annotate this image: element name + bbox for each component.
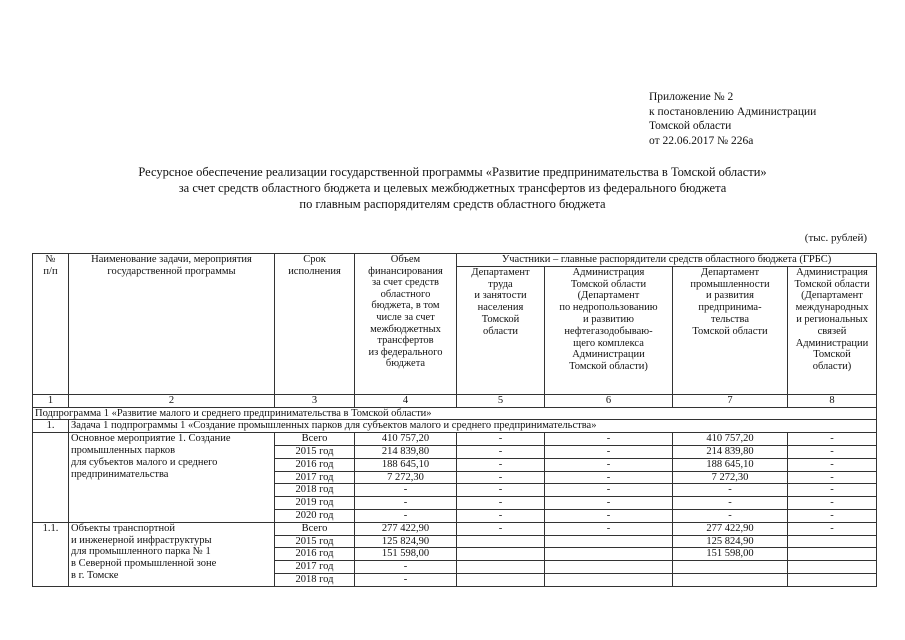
volume-cell: - [355,573,457,586]
admin-intl-cell [788,535,877,548]
col-number: 2 [69,394,275,407]
admin-intl-cell: - [788,497,877,510]
header-term: Срок исполнения [275,254,355,395]
activity-name: Основное мероприятие 1. Создание промышленных парков для субъектов малого и среднего предпринимательства [69,433,275,523]
admin-intl-cell [788,548,877,561]
header-dept-labor: Департамент труда и занятости населения Томской области [457,266,545,394]
task-text: Задача 1 подпрограммы 1 «Создание промышленных парков для субъектов малого и среднего предпринимательства» [69,420,877,433]
dept-labor-cell [457,561,545,574]
units-label: (тыс. рублей) [804,232,867,244]
admin-subsoil-cell [545,535,673,548]
col-number: 7 [673,394,788,407]
dept-labor-cell: - [457,509,545,522]
admin-intl-cell [788,573,877,586]
title-line: Ресурсное обеспечение реализации государственной программы «Развитие предпринимательства в Томской области» [138,165,767,179]
admin-intl-cell: - [788,445,877,458]
admin-subsoil-cell: - [545,522,673,535]
dept-industry-cell: - [673,497,788,510]
term-cell: 2017 год [275,471,355,484]
volume-cell: 125 824,90 [355,535,457,548]
term-cell: 2017 год [275,561,355,574]
task-row [33,420,877,433]
activity-name: Объекты транспортной и инженерной инфраструктуры для промышленного парка № 1 в Северной промышленной зоне в г. Томске [69,522,275,586]
col-number: 1 [33,394,69,407]
col-number: 4 [355,394,457,407]
subprogram-title: Подпрограмма 1 «Развитие малого и среднего предпринимательства в Томской области» [33,407,877,420]
title-line: за счет средств областного бюджета и целевых межбюджетных трансфертов из федерального бюджета [178,181,727,195]
term-cell: Всего [275,433,355,446]
appendix-line: Приложение № 2 [649,91,734,103]
term-cell: 2015 год [275,535,355,548]
volume-cell: - [355,509,457,522]
dept-labor-cell [457,548,545,561]
header-participants: Участники – главные распорядители средств областного бюджета (ГРБС) [457,254,877,267]
appendix-line: к постановлению Администрации [649,105,817,118]
volume-cell: 277 422,90 [355,522,457,535]
admin-intl-cell: - [788,484,877,497]
dept-industry-cell: 188 645,10 [673,458,788,471]
admin-subsoil-cell: - [545,433,673,446]
admin-subsoil-cell [545,573,673,586]
term-cell: 2016 год [275,458,355,471]
col-number: 6 [545,394,673,407]
volume-cell: 410 757,20 [355,433,457,446]
main-activity-row [33,433,877,446]
dept-industry-cell [673,561,788,574]
term-cell: 2018 год [275,484,355,497]
volume-cell: 188 645,10 [355,458,457,471]
dept-labor-cell [457,573,545,586]
dept-labor-cell: - [457,484,545,497]
volume-cell: 7 272,30 [355,471,457,484]
col-number: 5 [457,394,545,407]
col-number: 3 [275,394,355,407]
volume-cell: - [355,497,457,510]
dept-industry-cell: 151 598,00 [673,548,788,561]
term-cell: 2020 год [275,509,355,522]
dept-industry-cell: 410 757,20 [673,433,788,446]
row-num [33,433,69,523]
budget-table [32,253,877,587]
dept-labor-cell: - [457,458,545,471]
admin-subsoil-cell: - [545,471,673,484]
admin-intl-cell: - [788,509,877,522]
header-dept-industry: Департамент промышленности и развития предпринима- тельства Томской области [673,266,788,394]
activity-row [33,522,877,535]
row-num: 1.1. [33,522,69,586]
term-cell: 2016 год [275,548,355,561]
dept-labor-cell: - [457,522,545,535]
dept-labor-cell: - [457,471,545,484]
title-line: по главным распорядителям средств областного бюджета [299,197,606,211]
column-numbers-row [33,394,877,407]
dept-labor-cell [457,535,545,548]
admin-subsoil-cell: - [545,509,673,522]
admin-subsoil-cell: - [545,458,673,471]
volume-cell: 151 598,00 [355,548,457,561]
dept-industry-cell: - [673,484,788,497]
task-num: 1. [33,420,69,433]
term-cell: 2015 год [275,445,355,458]
dept-industry-cell: 125 824,90 [673,535,788,548]
term-cell: 2018 год [275,573,355,586]
admin-intl-cell [788,561,877,574]
dept-industry-cell [673,573,788,586]
header-admin-intl: Администрация Томской области (Департамент международных и региональных связей Администрации Томской области) [788,266,877,394]
dept-industry-cell: 7 272,30 [673,471,788,484]
admin-intl-cell: - [788,433,877,446]
admin-subsoil-cell: - [545,497,673,510]
header-row [33,254,877,267]
header-name: Наименование задачи, мероприятия государственной программы [69,254,275,395]
dept-industry-cell: 214 839,80 [673,445,788,458]
dept-labor-cell: - [457,445,545,458]
col-number: 8 [788,394,877,407]
appendix-block [649,90,816,148]
admin-subsoil-cell: - [545,445,673,458]
admin-intl-cell: - [788,471,877,484]
dept-labor-cell: - [457,433,545,446]
appendix-line: Томской области [649,120,732,132]
appendix-line: от 22.06.2017 № 226а [649,134,754,147]
volume-cell: - [355,484,457,497]
admin-subsoil-cell [545,561,673,574]
header-admin-subsoil: Администрация Томской области (Департамент по недропользованию и развитию нефтегазодобываю- щего комплекса Администрации Томской области) [545,266,673,394]
header-volume: Объем финансирования за счет средств областного бюджета, в том числе за счет межбюджетных трансфертов из федерального бюджета [355,254,457,395]
term-cell: 2019 год [275,497,355,510]
admin-intl-cell: - [788,458,877,471]
volume-cell: 214 839,80 [355,445,457,458]
document-title [0,164,905,212]
dept-labor-cell: - [457,497,545,510]
admin-subsoil-cell: - [545,484,673,497]
subprogram-row [33,407,877,420]
admin-subsoil-cell [545,548,673,561]
dept-industry-cell: 277 422,90 [673,522,788,535]
dept-industry-cell: - [673,509,788,522]
volume-cell: - [355,561,457,574]
admin-intl-cell: - [788,522,877,535]
term-cell: Всего [275,522,355,535]
header-num: № п/п [33,254,69,395]
